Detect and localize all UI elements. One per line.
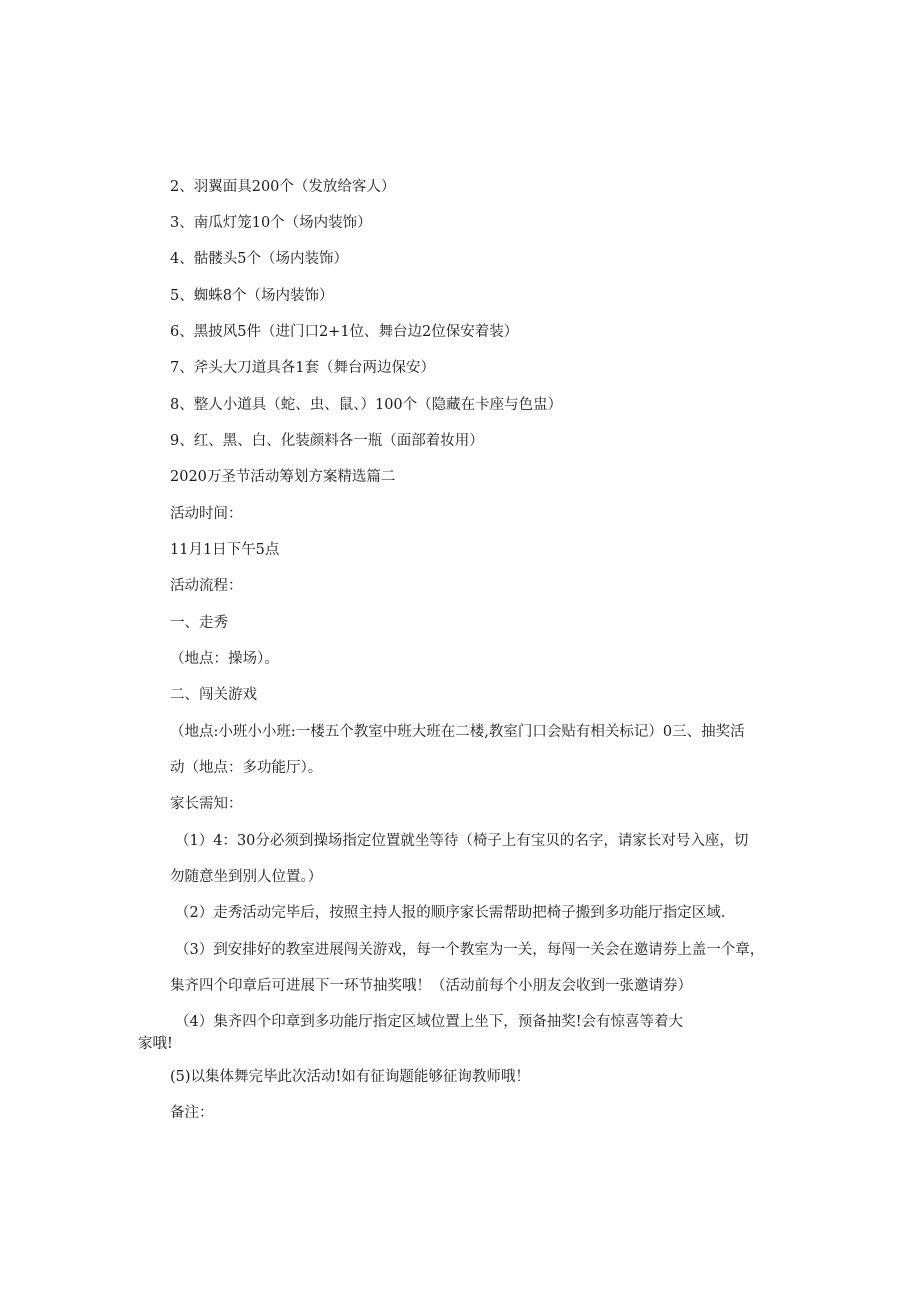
list-item: 3、南瓜灯笼10个（场内装饰） — [170, 215, 372, 231]
list-item: 8、整人小道具（蛇、虫、鼠、）100个（隐藏在卡座与色盅） — [170, 397, 563, 413]
flow-item-games-place: （地点:小班小小班:一楼五个教室中班大班在二楼,教室门口会贴有相关标记）0三、抽奖活 — [170, 724, 745, 740]
flow-label: 活动流程： — [170, 578, 243, 594]
flow-item-games: 二、闯关游戏 — [170, 687, 257, 703]
list-item: 4、骷髅头5个（场内装饰） — [170, 251, 348, 267]
flow-item-catwalk: 一、走秀 — [170, 615, 228, 631]
notice-item-5: (5)以集体舞完毕此次活动!如有征询题能够征询教师哦！ — [170, 1069, 530, 1085]
flow-item-catwalk-place: （地点：操场）。 — [170, 651, 279, 667]
remark-label: 备注： — [170, 1105, 214, 1121]
list-item: 9、红、黑、白、化装颜料各一瓶（面部着妆用） — [170, 433, 484, 449]
list-item: 2、羽翼面具200个（发放给客人） — [170, 179, 396, 195]
list-item: 6、黑披风5件（进门口2+1位、舞台边2位保安着装） — [170, 324, 519, 340]
notice-item-3: （3）到安排好的教室进展闯关游戏，每一个教室为一关，每闯一关会在邀请券上盖一个章， — [175, 942, 765, 958]
notice-item-2: （2）走秀活动完毕后，按照主持人报的顺序家长需帮助把椅子搬到多功能厅指定区域. — [175, 905, 726, 921]
notice-item-1-cont: 勿随意坐到别人位置。） — [170, 869, 323, 885]
time-label: 活动时间： — [170, 506, 243, 522]
notice-item-4-cont: 家哦! — [138, 1036, 173, 1052]
notice-label: 家长需知： — [170, 796, 243, 812]
notice-item-4: （4）集齐四个印章到多功能厅指定区域位置上坐下，预备抽奖!会有惊喜等着大 — [175, 1014, 684, 1030]
time-value: 11月1日下午5点 — [170, 542, 280, 558]
notice-item-1: （1）4：30分必须到操场指定位置就坐等待（椅子上有宝贝的名字，请家长对号入座，切 — [175, 833, 749, 849]
flow-item-games-place-cont: 动（地点：多功能厅）。 — [170, 760, 323, 776]
list-item: 7、斧头大刀道具各1套（舞台两边保安） — [170, 360, 435, 376]
list-item: 5、蜘蛛8个（场内装饰） — [170, 288, 334, 304]
section-title: 2020万圣节活动筹划方案精选篇二 — [170, 469, 396, 485]
notice-item-3-cont: 集齐四个印章后可进展下一环节抽奖哦！（活动前每个小朋友会收到一张邀请券） — [170, 978, 692, 994]
